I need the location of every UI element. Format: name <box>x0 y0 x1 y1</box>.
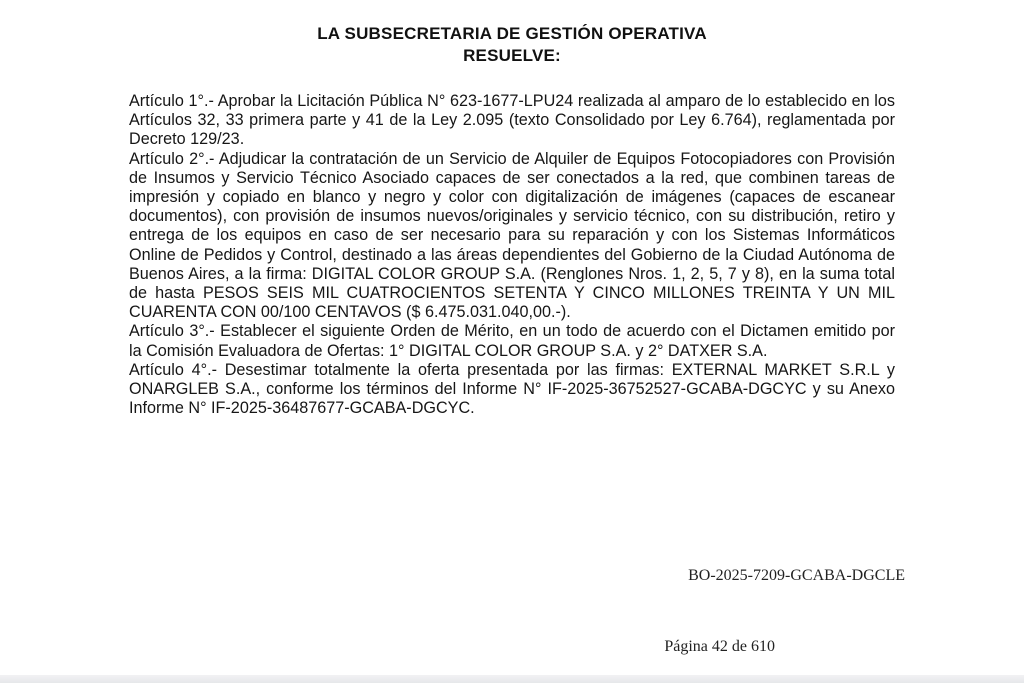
article-2: Artículo 2°.- Adjudicar la contratación de un Servicio de Alquiler de Equipos Fotocopiadores con Provisión de Insumos y Servicio Técnico Asociado capaces de ser conectados a la red, que combinen tareas de impresión y copiado en blanco y negro y color con digitalización de imágenes (capaces de escanear documentos), con provisión de insumos nuevos/originales y servicio técnico, con su distribución, retiro y entrega de los equipos en caso de ser necesario para su reparación y con los Sistemas Informáticos Online de Pedidos y Control, destinado a las áreas dependientes del Gobierno de la Ciudad Autónoma de Buenos Aires, a la firma: DIGITAL COLOR GROUP S.A. (Renglones Nros. 1, 2, 5, 7 y 8), en la suma total de hasta PESOS SEIS MIL CUATROCIENTOS SETENTA Y CINCO MILLONES TREINTA Y UN MIL CUARENTA CON 00/100 CENTAVOS ($ 6.475.031.040,00.-). <box>129 149 895 322</box>
bulletin-reference-code: BO-2025-7209-GCABA-DGCLE <box>688 567 905 584</box>
article-3: Artículo 3°.- Establecer el siguiente Orden de Mérito, en un todo de acuerdo con el Dictamen emitido por la Comisión Evaluadora de Ofertas: 1° DIGITAL COLOR GROUP S.A. y 2° DATXER S.A. <box>129 322 895 360</box>
article-4: Artículo 4°.- Desestimar totalmente la oferta presentada por las firmas: EXTERNAL MARKET S.R.L y ONARGLEB S.A., conforme los términos del Informe N° IF-2025-36752527-GCABA-DGCYC y su Anexo Informe N° IF-2025-36487677-GCABA-DGCYC. <box>129 360 895 418</box>
articles-body <box>129 92 895 418</box>
page-bottom-edge <box>0 675 1024 683</box>
document-heading-authority: LA SUBSECRETARIA DE GESTIÓN OPERATIVA <box>317 24 707 43</box>
document-heading-resolves: RESUELVE: <box>463 46 561 65</box>
article-1: Artículo 1°.- Aprobar la Licitación Pública N° 623-1677-LPU24 realizada al amparo de lo establecido en los Artículos 32, 33 primera parte y 41 de la Ley 2.095 (texto Consolidado por Ley 6.764), reglamentada por Decreto 129/23. <box>129 92 895 149</box>
page-number: Página 42 de 610 <box>664 638 775 655</box>
